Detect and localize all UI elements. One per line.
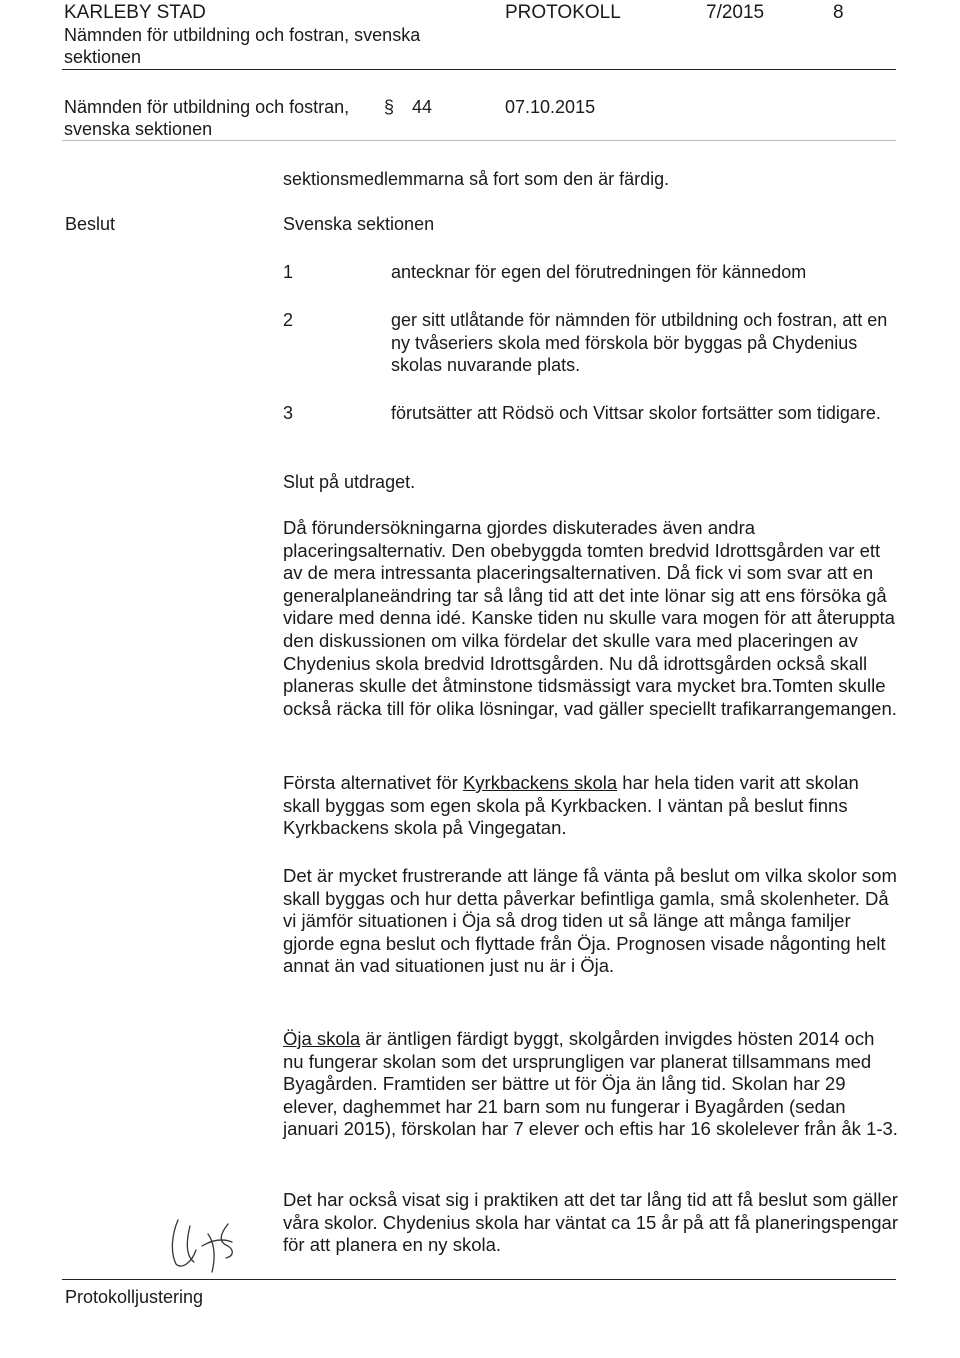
paragraph-text: har hela tiden varit att skolan skall byggas som egen skola på Kyrkbacken. I väntan på beslut finns Kyrkbackens skola på Vingegatan. bbox=[283, 772, 859, 839]
paragraph-text: är äntligen färdigt byggt, skolgården invigdes hösten 2014 och nu fungerar skolan som det ursprungligen var planerat tillsammans med Byagården. Framtiden ser bättre ut för Öja än lång tid. Skolan har 29 elever, daghemmet har 21 barn som nu fungerar i Byagården (sedan januari 2015), förskolan har 7 elever och eftis har 16 skolelever från åk 1-3. bbox=[283, 1028, 898, 1140]
paragraph-planning bbox=[283, 1189, 898, 1257]
paragraph-kyrkbacken bbox=[283, 772, 898, 840]
paragraph-text: Då förundersökningarna gjordes diskuterades även andra placeringsalternativ. Den obebyggda tomten bredvid Idrottsgården var ett av de mera intressanta placeringsalternativen. Då fick vi som svar att en generalplaneändring tar så lång tid att det inte lönar sig att ens försöka gå vidare med denna idé. Kanske tiden nu skulle vara mogen för att återuppta den diskussionen om vilka fördelar det skulle vara med placeringen av Chydenius skola bredvid Idrottsgården. Nu då idrottsgården också skall planeras skulle det åtminstone tidsmässigt vara mycket bra.Tomten skulle också räcka till för olika lösningar, vad gäller speciellt trafikarrangemangen. bbox=[283, 517, 897, 719]
org-name: KARLEBY STAD bbox=[64, 2, 206, 23]
extract-end: Slut på utdraget. bbox=[283, 472, 416, 492]
page-number: 8 bbox=[833, 2, 844, 23]
decision-item-text: antecknar för egen del förutredningen för kännedom bbox=[391, 262, 807, 282]
oja-skola-link[interactable]: Öja skola bbox=[283, 1028, 361, 1049]
meeting-date: 07.10.2015 bbox=[505, 97, 596, 117]
paragraph-frustration bbox=[283, 865, 898, 978]
meeting-rule bbox=[62, 140, 896, 141]
kyrkbackens-skola-link[interactable]: Kyrkbackens skola bbox=[462, 772, 618, 793]
decision-item-number: 3 bbox=[283, 403, 294, 423]
continuation-text: sektionsmedlemmarna så fort som den är färdig. bbox=[283, 169, 670, 189]
decision-item-text: ger sitt utlåtande för nämnden för utbildning och fostran, att en ny tvåseriers skola med förskola bör byggas på Chydenius skolas nuvarande plats. bbox=[391, 310, 888, 375]
section-number: 44 bbox=[412, 97, 433, 117]
decision-item-text: förutsätter att Rödsö och Vittsar skolor fortsätter som tidigare. bbox=[391, 403, 881, 423]
signature-initials bbox=[168, 1212, 244, 1274]
org-subtitle-cont: sektionen bbox=[64, 47, 142, 67]
paragraph-text: Det är mycket frustrerande att länge få vänta på beslut om vilka skolor som skall byggas och hur detta påverkar befintliga gamla, små skolenheter. Då vi jämför situationen i Öja så drog tiden ut så länge att många familjer gjorde egna beslut och flyttade från Öja. Prognosen visade någonting helt annat än vad situationen just nu är i Öja. bbox=[283, 865, 897, 977]
section-symbol: § bbox=[384, 97, 395, 117]
decision-label: Beslut bbox=[65, 214, 116, 234]
doc-number: 7/2015 bbox=[706, 2, 765, 23]
paragraph-text: Det har också visat sig i praktiken att det tar lång tid att få beslut som gäller våra skolor. Chydenius skola har väntat ca 15 år på att få planeringspengar för att planera en ny skola. bbox=[283, 1189, 898, 1256]
footer-rule bbox=[62, 1279, 896, 1280]
meeting-body: Nämnden för utbildning och fostran, bbox=[64, 97, 350, 117]
decision-intro: Svenska sektionen bbox=[283, 214, 435, 234]
header-rule bbox=[62, 69, 896, 70]
meeting-body-cont: svenska sektionen bbox=[64, 119, 213, 139]
paragraph-oja bbox=[283, 1028, 898, 1141]
org-subtitle: Nämnden för utbildning och fostran, svenska bbox=[64, 25, 421, 45]
paragraph-placement bbox=[283, 517, 898, 720]
decision-item-number: 2 bbox=[283, 310, 294, 330]
footer-label: Protokolljustering bbox=[65, 1287, 204, 1307]
decision-item-number: 1 bbox=[283, 262, 294, 282]
doc-type: PROTOKOLL bbox=[505, 2, 621, 23]
paragraph-text: Första alternativet för bbox=[283, 772, 463, 793]
